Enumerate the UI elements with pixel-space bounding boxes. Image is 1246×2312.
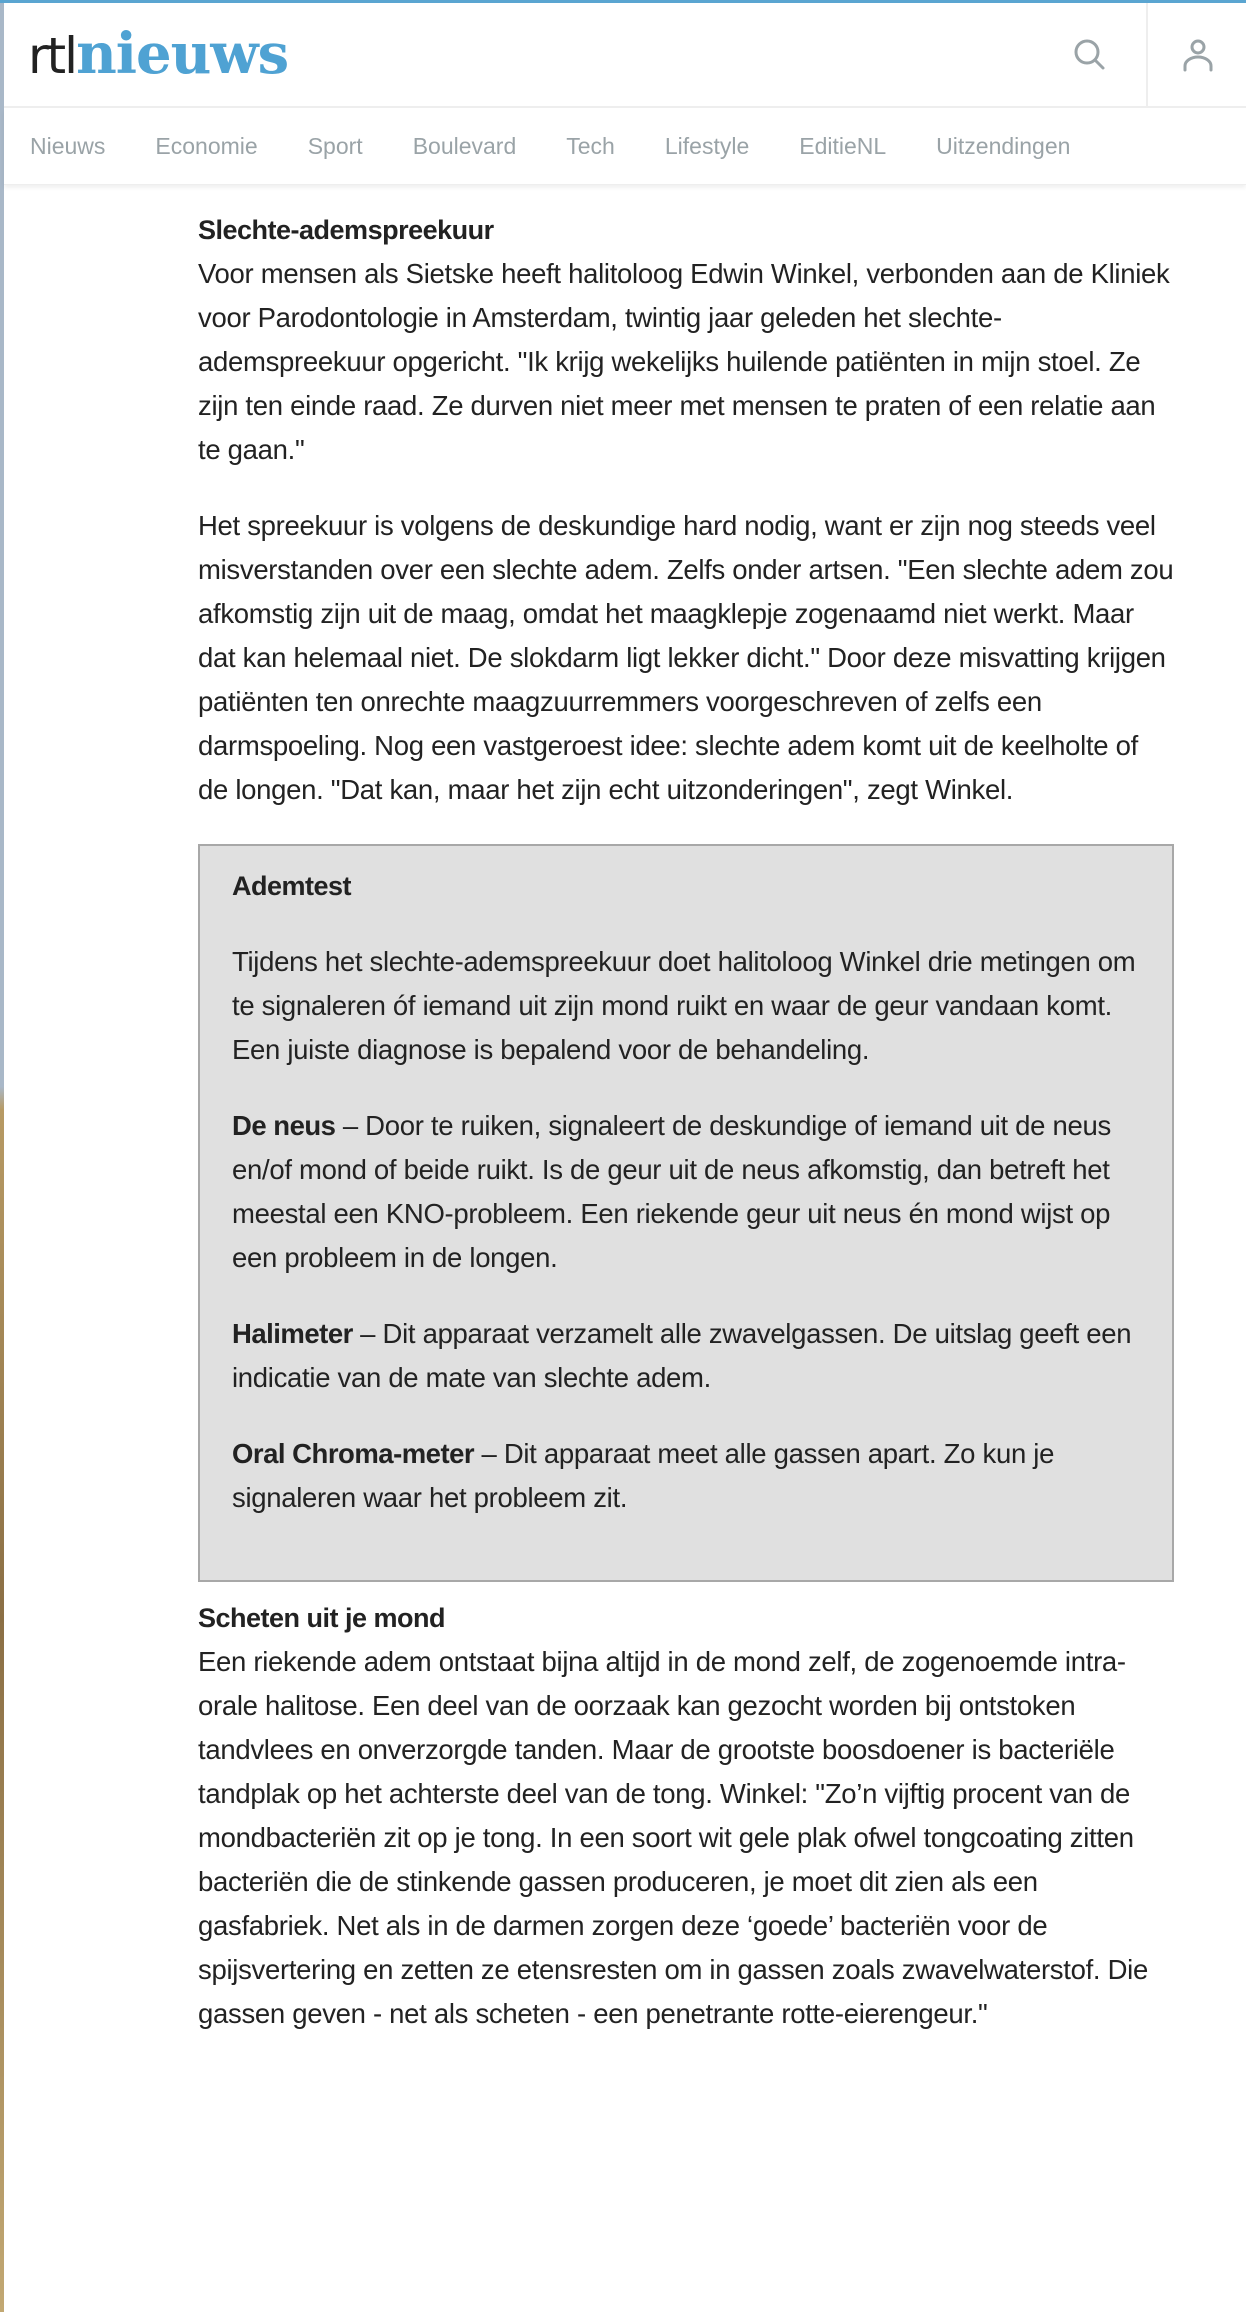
article-paragraph: Voor mensen als Sietske heeft halitoloog Edwin Winkel, verbonden aan de Kliniek voor Parodontologie in Amsterdam, twintig jaar geleden het slechte-ademspreekuur opgericht. "Ik krijg wekelijks huilende patiënten in mijn stoel. Ze zijn ten einde raad. Ze durven niet meer met mensen te praten of een relatie aan te gaan." <box>198 258 1170 465</box>
nav-item-boulevard[interactable]: Boulevard <box>412 132 517 159</box>
infobox-item <box>232 1312 1140 1400</box>
section-heading: Slechte-ademspreekuur <box>198 215 494 245</box>
infobox-item-term: De neus <box>232 1110 336 1141</box>
article-paragraph: Een riekende adem ontstaat bijna altijd in de mond zelf, de zogenoemde intra-orale halitose. Een deel van de oorzaak kan gezocht worden bij ontstoken tandvlees en onverzorgde tanden. Maar de grootste boosdoener is bacteriële tandplak op het achterste deel van de tong. Winkel: "Zo’n vijftig procent van de mondbacteriën zit op je tong. In een soort wit gele plak ofwel tongcoating zitten bacteriën die de stinkende gassen produceren, je moet dit zien als een gasfabriek. Net als in de darmen zorgen deze ‘goede’ bacteriën voor de spijsvertering en zetten ze etensresten om in gassen zoals zwavelwaterstof. Die gassen geven - net als scheten - een penetrante rotte-eierengeur." <box>198 1646 1148 2029</box>
search-icon <box>1070 35 1110 75</box>
user-icon <box>1178 35 1218 75</box>
article-body <box>198 208 1174 2068</box>
window-edge <box>0 0 4 2312</box>
logo-nieuws-text: nieuws <box>76 21 289 87</box>
search-button[interactable] <box>1040 3 1140 106</box>
infobox-item-term: Oral Chroma-meter <box>232 1438 475 1469</box>
infobox-intro: Tijdens het slechte-ademspreekuur doet halitoloog Winkel drie metingen om te signaleren óf iemand uit zijn mond ruikt en waar de geur vandaan komt. Een juiste diagnose is bepalend voor de behandeling. <box>232 946 1136 1065</box>
ademtest-infobox <box>198 844 1174 1582</box>
infobox-item-text: – Dit apparaat meet alle gassen apart. Zo kun je signaleren waar het probleem zit. <box>232 1438 1055 1513</box>
nav-item-nieuws[interactable]: Nieuws <box>30 132 106 159</box>
nav-item-uitzendingen[interactable]: Uitzendingen <box>936 132 1071 159</box>
infobox-item-text: – Dit apparaat verzamelt alle zwavelgassen. De uitslag geeft een indicatie van de mate van slechte adem. <box>232 1318 1132 1393</box>
infobox-item-text: – Door te ruiken, signaleert de deskundige of iemand uit de neus en/of mond of beide ruikt. Is de geur uit de neus afkomstig, dan betreft het meestal een KNO-probleem. Een riekende geur uit neus én mond wijst op een probleem in de longen. <box>232 1110 1111 1273</box>
nav-item-tech[interactable]: Tech <box>566 132 615 159</box>
nav-item-sport[interactable]: Sport <box>307 132 363 159</box>
main-navigation <box>4 108 1246 185</box>
nav-item-lifestyle[interactable]: Lifestyle <box>664 132 750 159</box>
infobox-item <box>232 1432 1140 1520</box>
site-header <box>4 3 1246 108</box>
nav-item-editienl[interactable]: EditieNL <box>799 132 887 159</box>
infobox-item <box>232 1104 1140 1280</box>
rtl-nieuws-logo[interactable] <box>28 21 289 87</box>
logo-rtl-text: rtl <box>28 27 77 85</box>
user-account-button[interactable] <box>1146 3 1246 106</box>
article-paragraph: Het spreekuur is volgens de deskundige hard nodig, want er zijn nog steeds veel misverstanden over een slechte adem. Zelfs onder artsen. "Een slechte adem zou afkomstig zijn uit de maag, omdat het maagklepje zogenaamd niet werkt. Maar dat kan helemaal niet. De slokdarm ligt lekker dicht." Door deze misvatting krijgen patiënten ten onrechte maagzuurremmers voorgeschreven of zelfs een darmspoeling. Nog een vastgeroest idee: slechte adem komt uit de keelholte of de longen. "Dat kan, maar het zijn echt uitzonderingen", zegt Winkel. <box>198 510 1174 805</box>
section-heading: Scheten uit je mond <box>198 1603 446 1633</box>
nav-item-economie[interactable]: Economie <box>155 132 258 159</box>
infobox-heading: Ademtest <box>232 871 352 901</box>
infobox-item-term: Halimeter <box>232 1318 353 1349</box>
